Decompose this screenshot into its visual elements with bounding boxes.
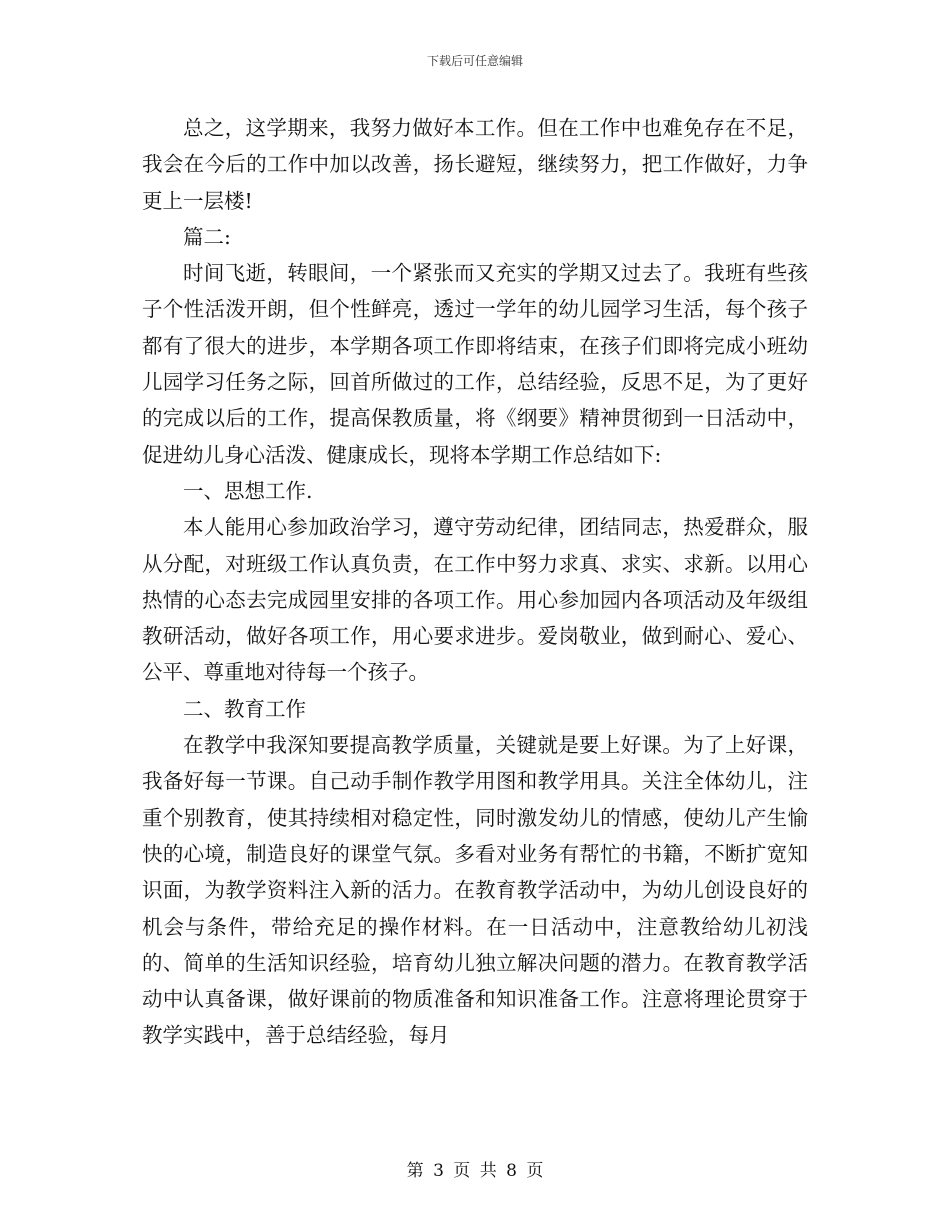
section-heading-education-work: 二、教育工作 xyxy=(183,696,306,721)
document-body xyxy=(142,110,808,1054)
page-number-footer: 第 3 页 共 8 页 xyxy=(406,1161,544,1181)
paragraph-thought-work: 本人能用心参加政治学习，遵守劳动纪律，团结同志，热爱群众，服从分配，对班级工作认真负责，在工作中努力求真、求实、求新。以用心热情的心态去完成园里安排的各项工作。用心参加园内各项活动及年级组教研活动，做好各项工作，用心要求进步。爱岗敬业，做到耐心、爱心、公平、尊重地对待每一个孩子。 xyxy=(142,515,808,685)
paragraph-education-work: 在教学中我深知要提高教学质量，关键就是要上好课。为了上好课，我备好每一节课。自己动手制作教学用图和教学用具。关注全体幼儿，注重个别教育，使其持续相对稳定性，同时激发幼儿的情感，使幼儿产生愉快的心境，制造良好的课堂气氛。多看对业务有帮忙的书籍，不断扩宽知识面，为教学资料注入新的活力。在教育教学活动中，为幼儿创设良好的机会与条件，带给充足的操作材料。在一日活动中，注意教给幼儿初浅的、简单的生活知识经验，培育幼儿独立解决问题的潜力。在教育教学活动中认真备课，做好课前的物质准备和知识准备工作。注意将理论贯穿于教学实践中，善于总结经验，每月 xyxy=(142,733,808,1048)
page-header-note: 下载后可任意编辑 xyxy=(426,54,523,68)
paragraph-summary: 总之，这学期来，我努力做好本工作。但在工作中也难免存在不足，我会在今后的工作中加以改善，扬长避短，继续努力，把工作做好，力争更上一层楼! xyxy=(142,116,808,213)
section-heading-thought-work: 一、思想工作. xyxy=(183,478,313,503)
section-heading-part-two: 篇二: xyxy=(183,224,231,249)
paragraph-intro: 时间飞逝，转眼间，一个紧张而又充实的学期又过去了。我班有些孩子个性活泼开朗，但个性鲜亮，透过一学年的幼儿园学习生活，每个孩子都有了很大的进步，本学期各项工作即将结束，在孩子们即将完成小班幼儿园学习任务之际，回首所做过的工作，总结经验，反思不足，为了更好的完成以后的工作，提高保教质量，将《纲要》精神贯彻到一日活动中，促进幼儿身心活泼、健康成长，现将本学期工作总结如下: xyxy=(142,261,808,467)
